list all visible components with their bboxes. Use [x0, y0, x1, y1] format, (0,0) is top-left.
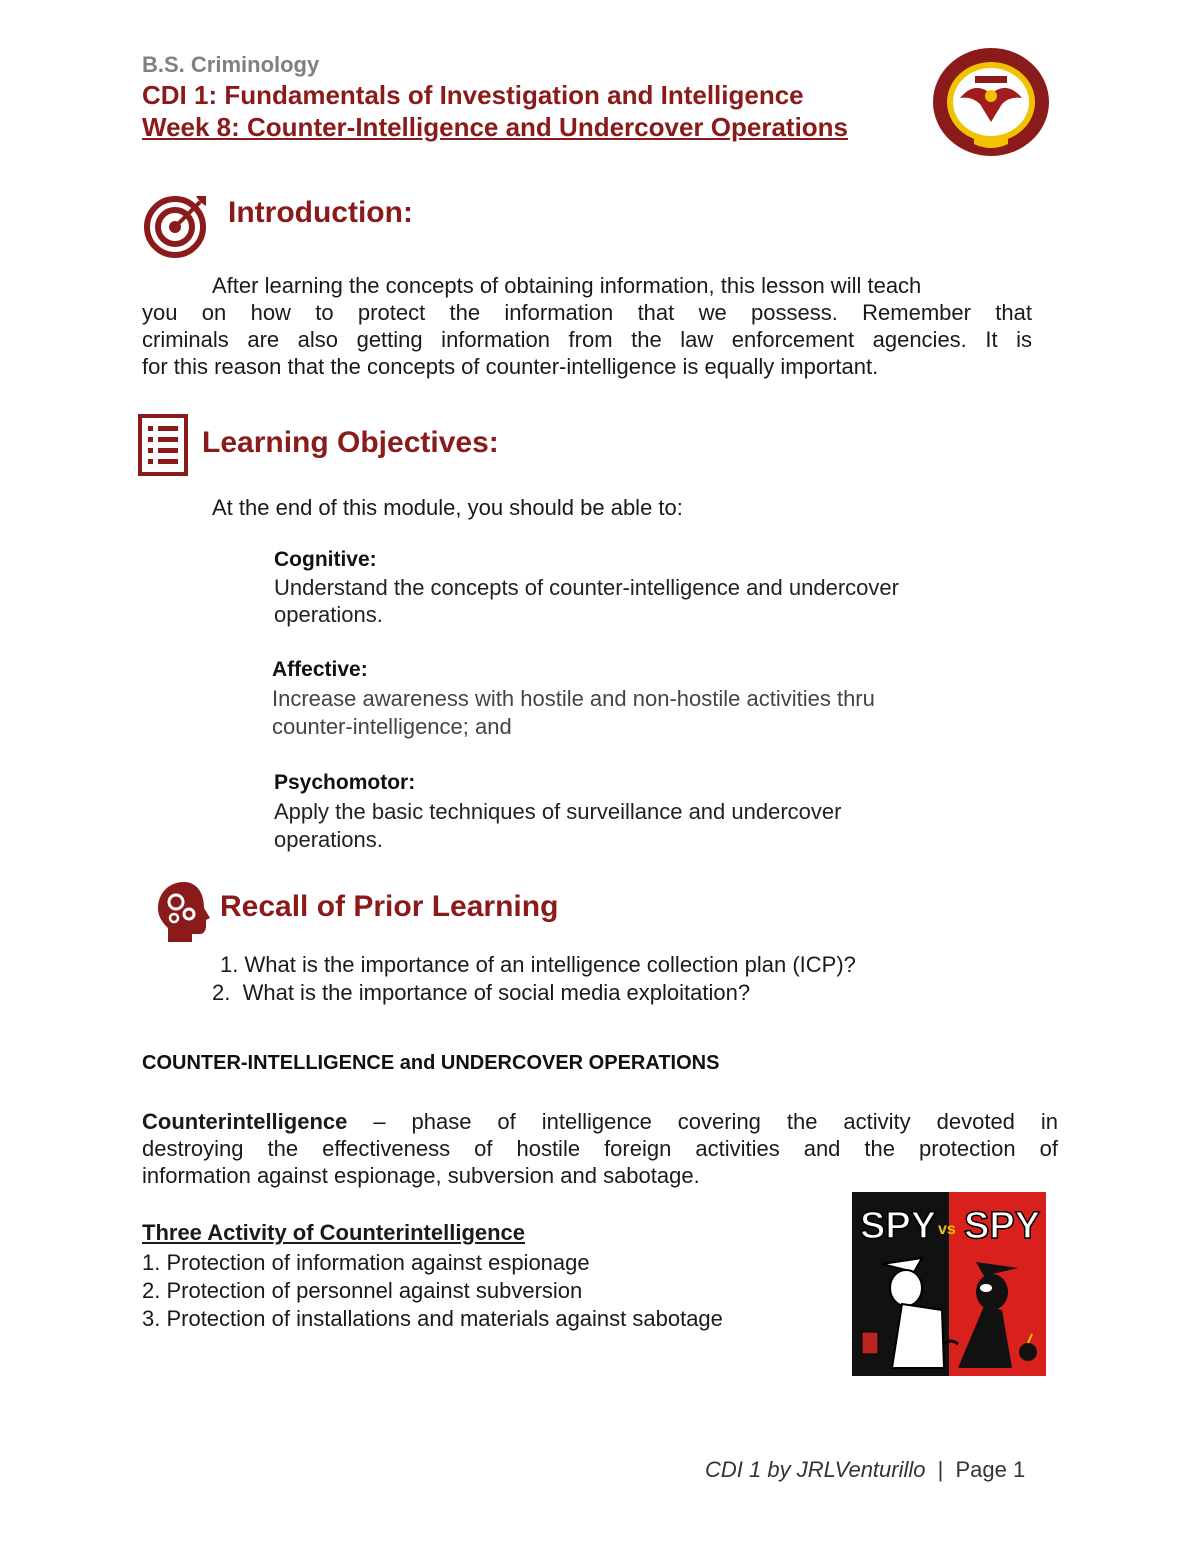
- spy-vs-spy-image: [852, 1192, 1046, 1376]
- week-title: Week 8: Counter-Intelligence and Undercover Operations: [142, 112, 849, 142]
- section-heading: COUNTER-INTELLIGENCE and UNDERCOVER OPERATIONS: [142, 1052, 720, 1074]
- list-item: [212, 979, 856, 1007]
- list-item: [220, 951, 856, 979]
- recall-text-2: What is the importance of social media exploitation?: [242, 980, 751, 1005]
- activities-list: [142, 1249, 723, 1333]
- intro-title: Introduction:: [228, 196, 413, 229]
- activities-title: Three Activity of Counterintelligence: [142, 1220, 526, 1245]
- target-icon: [144, 192, 210, 258]
- recall-num-2: 2.: [212, 980, 231, 1005]
- objective-label-affective: Affective:: [272, 658, 368, 681]
- recall-list: [212, 951, 856, 1007]
- page-footer: [705, 1457, 1025, 1483]
- college-logo: [930, 46, 1052, 158]
- objective-text-cognitive-1: Understand the concepts of counter-intelligence and undercover: [274, 575, 899, 600]
- objective-text-cognitive-2: operations.: [274, 602, 383, 627]
- course-title: CDI 1: Fundamentals of Investigation and Intelligence: [142, 80, 804, 110]
- objective-text-psychomotor-1: Apply the basic techniques of surveillance and undercover: [274, 799, 842, 824]
- recall-text-1: What is the importance of an intelligence collection plan (ICP)?: [244, 952, 856, 977]
- vs-word: vs: [938, 1221, 956, 1238]
- program-label: B.S. Criminology: [142, 52, 320, 77]
- objective-text-psychomotor-2: operations.: [274, 827, 383, 852]
- list-item: 2. Protection of personnel against subversion: [142, 1278, 583, 1303]
- recall-num-1: 1.: [220, 952, 239, 977]
- footer-page-number: Page 1: [955, 1457, 1026, 1482]
- objective-label-cognitive: Cognitive:: [274, 548, 377, 571]
- footer-credit: CDI 1 by JRLVenturillo: [705, 1457, 926, 1482]
- definition-block: [142, 1108, 1058, 1189]
- intro-line-3: criminals are also getting information from the law enforcement agencies. It is: [142, 327, 1032, 352]
- spy-word-left: SPY: [860, 1205, 937, 1247]
- objectives-title: Learning Objectives:: [202, 426, 499, 459]
- definition-term: Counterintelligence: [142, 1109, 348, 1134]
- definition-line-3: information against espionage, subversion and sabotage.: [142, 1163, 700, 1188]
- intro-line-2: you on how to protect the information that we possess. Remember that: [142, 300, 1032, 325]
- recall-title: Recall of Prior Learning: [220, 890, 559, 923]
- spy-word-right: SPY: [964, 1205, 1041, 1247]
- list-item: 3. Protection of installations and materials against sabotage: [142, 1306, 723, 1331]
- objective-text-affective-1: Increase awareness with hostile and non-hostile activities thru: [272, 686, 875, 711]
- checklist-icon: [138, 414, 188, 476]
- intro-line-1: After learning the concepts of obtaining information, this lesson will teach: [212, 273, 922, 298]
- list-item: 1. Protection of information against espionage: [142, 1250, 590, 1275]
- definition-line-1: – phase of intelligence covering the activity devoted in: [347, 1109, 1058, 1134]
- objective-text-affective-2: counter-intelligence; and: [272, 714, 512, 739]
- footer-separator: |: [937, 1457, 944, 1482]
- head-gears-icon: [156, 880, 212, 944]
- intro-line-4: for this reason that the concepts of counter-intelligence is equally important.: [142, 354, 879, 379]
- objective-label-psychomotor: Psychomotor:: [274, 771, 416, 794]
- objectives-lead: At the end of this module, you should be able to:: [212, 495, 683, 520]
- definition-line-2: destroying the effectiveness of hostile foreign activities and the protection of: [142, 1136, 1058, 1161]
